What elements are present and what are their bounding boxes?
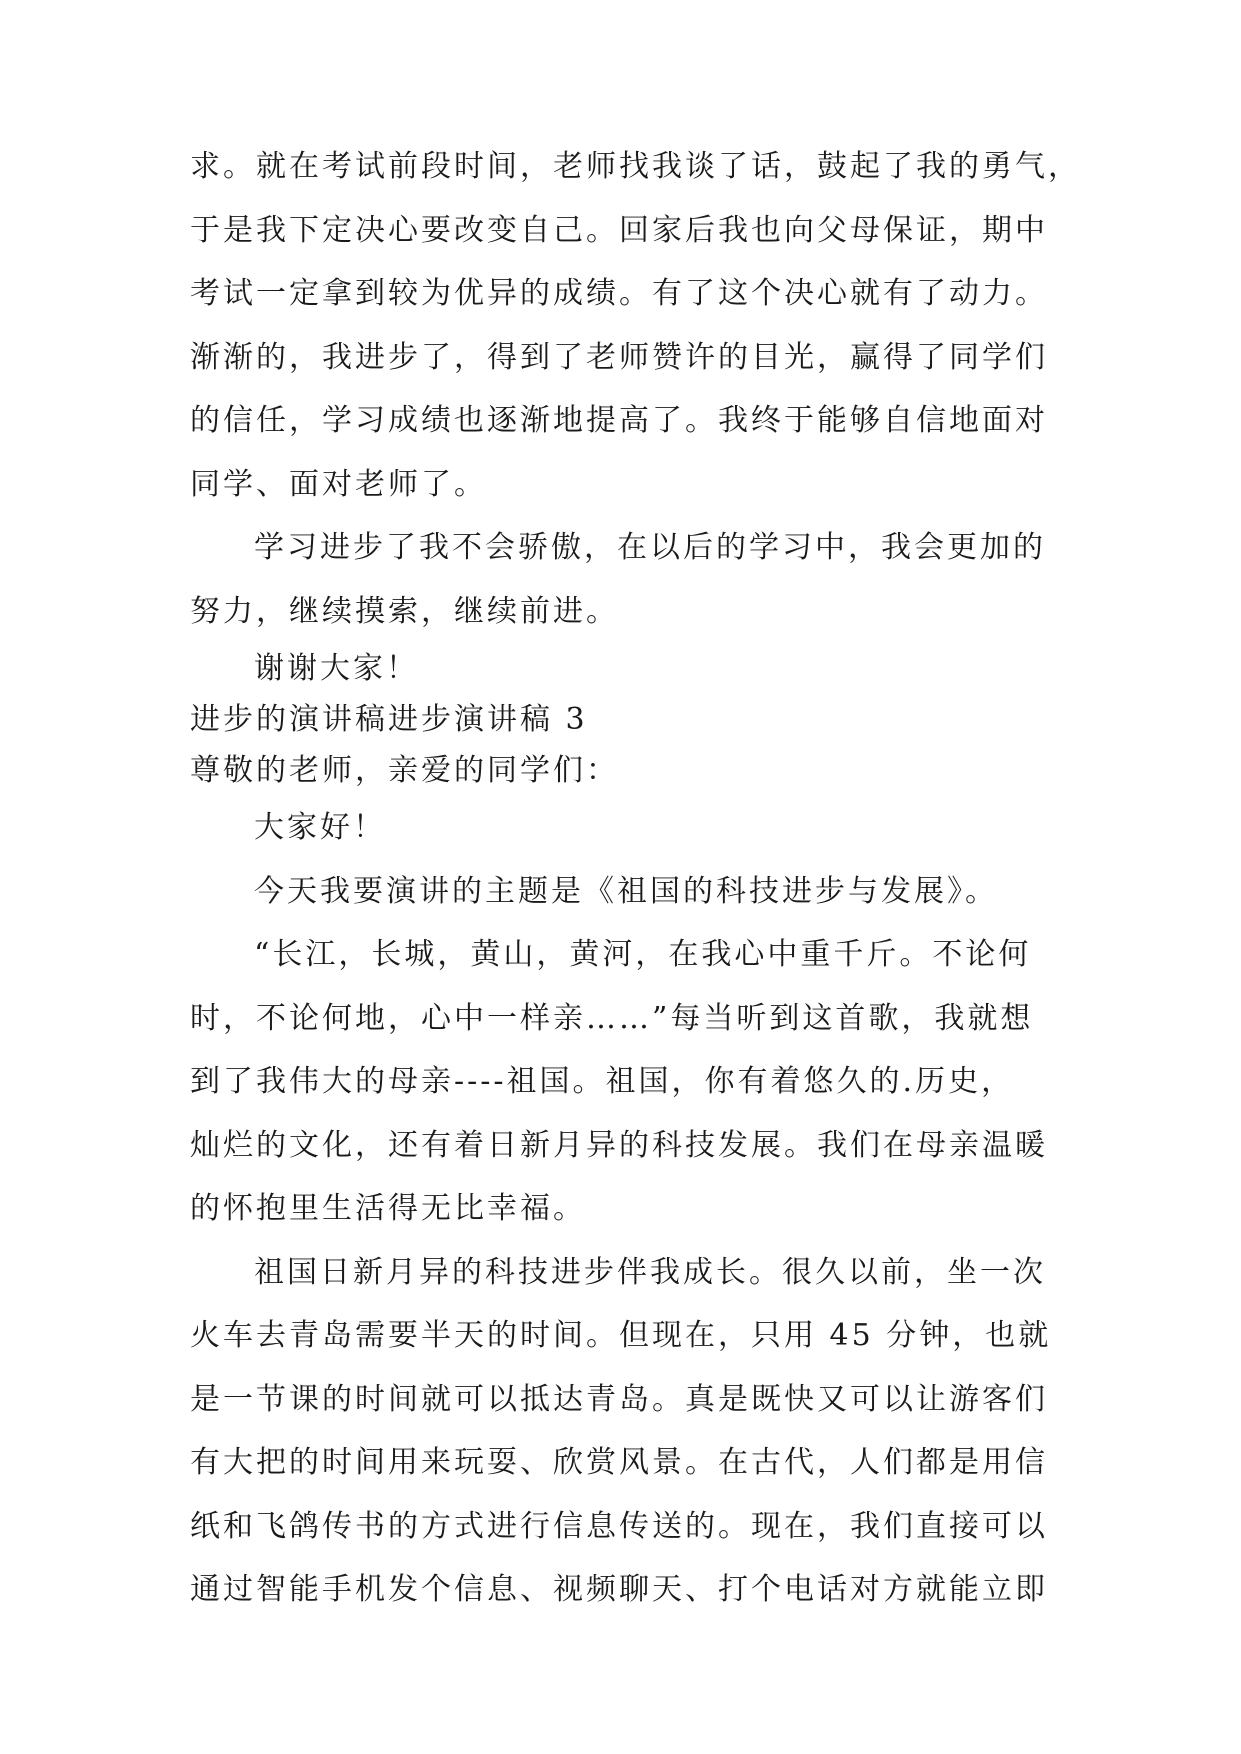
text-line: 的信任，学习成绩也逐渐地提高了。我终于能够自信地面对 [190,403,1048,438]
text-line: 于是我下定决心要改变自己。回家后我也向父母保证，期中 [190,212,1048,248]
text-line: 进步的演讲稿进步演讲稿 3 [190,702,588,737]
text-line: 考试一定拿到较为优异的成绩。有了这个决心就有了动力。 [190,276,1048,311]
text-line: 今天我要演讲的主题是《祖国的科技进步与发展》。 [254,873,998,909]
text-line: 祖国日新月异的科技进步伴我成长。很久以前，坐一次 [254,1254,1046,1290]
text-line: 有大把的时间用来玩耍、欣赏风景。在古代，人们都是用信 [190,1445,1048,1480]
text-line: 通过智能手机发个信息、视频聊天、打个电话对方就能立即 [190,1572,1048,1607]
text-line: 的怀抱里生活得无比幸福。 [190,1191,586,1226]
text-line: 大家好！ [254,810,386,845]
text-line: 火车去青岛需要半天的时间。但现在，只用 45 分钟，也就 [190,1318,1052,1353]
text-line: 谢谢大家！ [254,651,419,686]
text-line: 尊敬的老师，亲爱的同学们： [190,753,619,788]
text-line: 同学、面对老师了。 [190,466,487,502]
text-line: 时，不论何地，心中一样亲……”每当听到这首歌，我就想 [190,1000,1034,1036]
text-line: 渐渐的，我进步了，得到了老师赞许的目光，赢得了同学们 [190,339,1048,375]
text-line: 纸和飞鸽传书的方式进行信息传送的。现在，我们直接可以 [190,1508,1048,1544]
text-line: 灿烂的文化，还有着日新月异的科技发展。我们在母亲温暖 [190,1127,1048,1163]
text-line: “长江，长城，黄山，黄河，在我心中重千斤。不论何 [254,937,1032,972]
text-line: 求。就在考试前段时间，老师找我谈了话，鼓起了我的勇气， [190,149,1081,184]
text-line: 学习进步了我不会骄傲，在以后的学习中，我会更加的 [254,530,1046,565]
text-line: 努力，继续摸索，继续前进。 [190,593,619,629]
text-line: 到了我伟大的母亲----祖国。祖国，你有着悠久的.历史， [190,1064,1015,1099]
document-body [190,135,1090,1622]
text-line: 是一节课的时间就可以抵达青岛。真是既快又可以让游客们 [190,1381,1048,1417]
